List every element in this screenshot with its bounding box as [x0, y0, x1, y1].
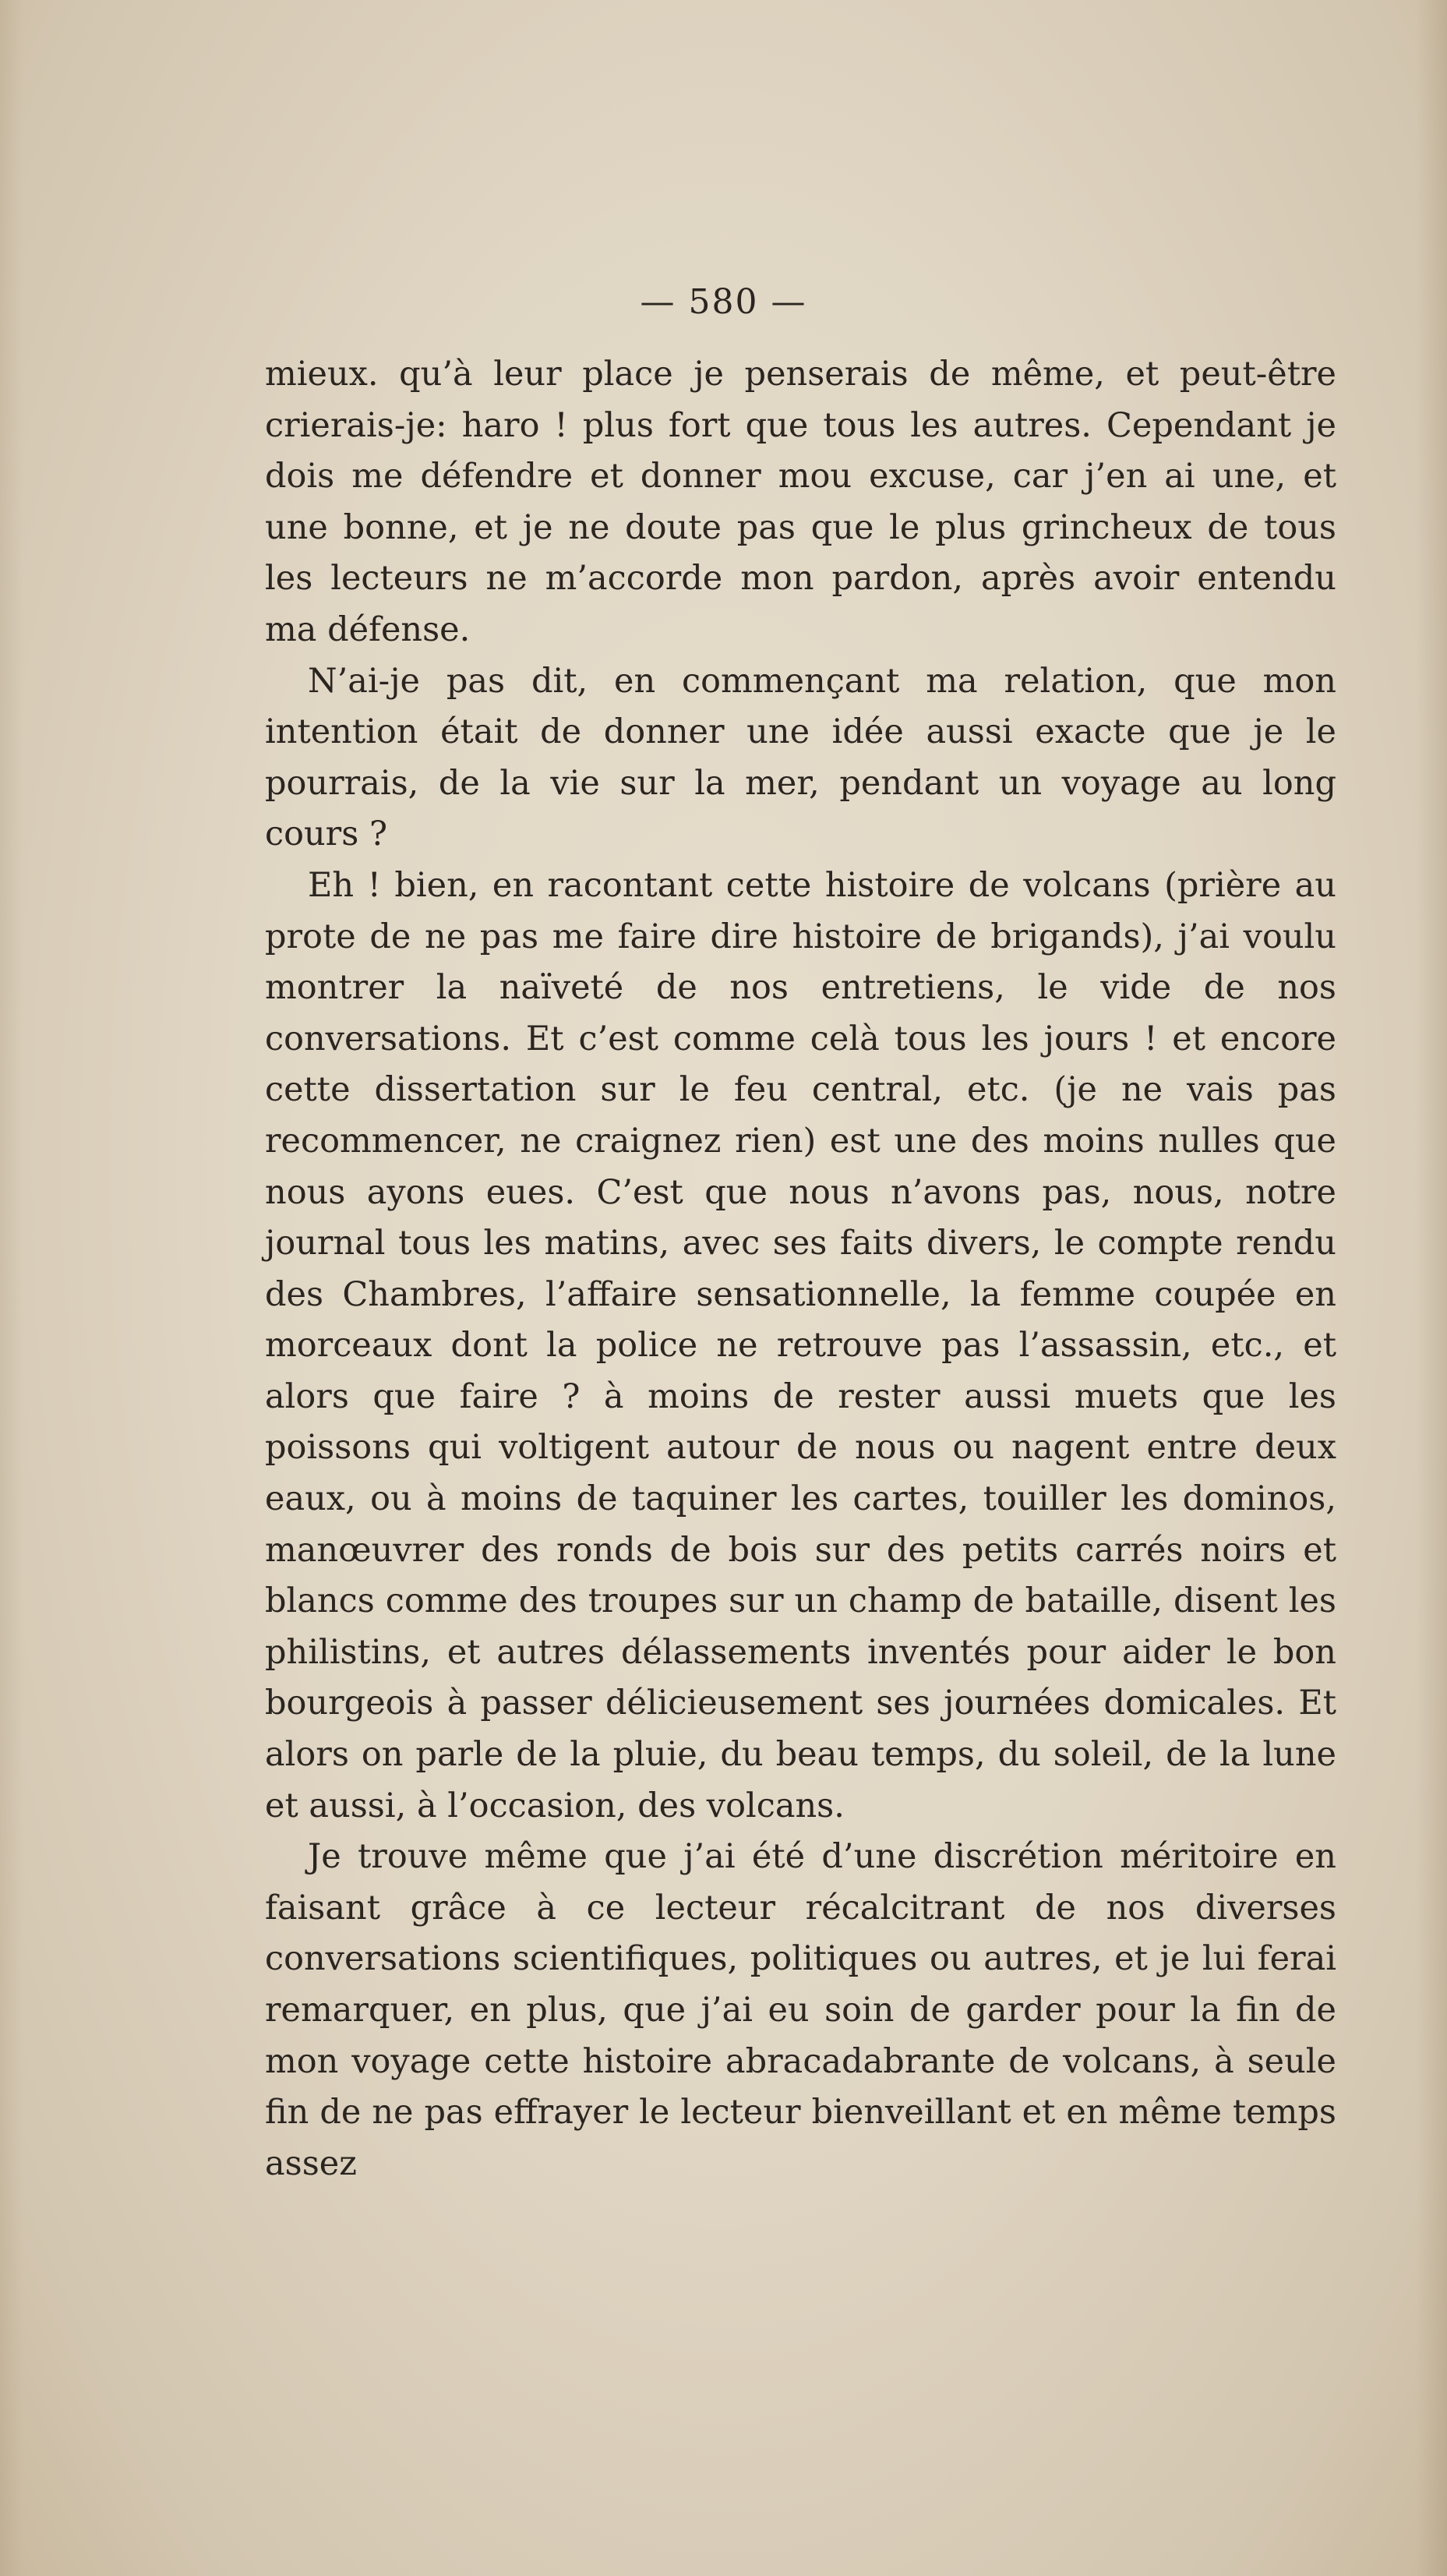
page-number: — 580 —: [640, 282, 807, 322]
page-edge-shadow-left: [0, 0, 23, 2576]
paragraph-1: mieux. qu’à leur place je penserais de même, et peut-être crierais-je: haro ! plus fort que tous les autres. Cependant je dois me défendre et donner mou excuse, car j’en ai une, et une bonne, et je ne doute pas que le plus grincheux de tous les lecteurs ne m’accorde mon pardon, après avoir entendu ma défense.: [265, 355, 1336, 649]
body-text: [265, 349, 1336, 2189]
page-edge-shadow-right: [1416, 0, 1447, 2576]
paragraph-3: Eh ! bien, en racontant cette histoire de volcans (prière au prote de ne pas me faire dire histoire de brigands), j’ai voulu montrer la naïveté de nos entretiens, le vide de nos conversations. Et c’est comme celà tous les jours ! et encore cette dissertation sur le feu central, etc. (je ne vais pas recommencer, ne craignez rien) est une des moins nulles que nous ayons eues. C’est que nous n’avons pas, nous, notre journal tous les matins, avec ses faits divers, le compte rendu des Chambres, l’affaire sensationnelle, la femme coupée en morceaux dont la police ne retrouve pas l’assassin, etc., et alors que faire ? à moins de rester aussi muets que les poissons qui voltigent autour de nous ou nagent entre deux eaux, ou à moins de taquiner les cartes, touiller les dominos, manœuvrer des ronds de bois sur des petits carrés noirs et blancs comme des troupes sur un champ de bataille, disent les philistins, et autres délassements inventés pour aider le bon bourgeois à passer délicieusement ses journées domicales. Et alors on parle de la pluie, du beau temps, du soleil, de la lune et aussi, à l’occasion, des volcans.: [265, 865, 1336, 1825]
paragraph-4: Je trouve même que j’ai été d’une discrétion méritoire en faisant grâce à ce lecteur récalcitrant de nos diverses conversations scientifiques, politiques ou autres, et je lui ferai remarquer, en plus, que j’ai eu soin de garder pour la fin de mon voyage cette histoire abracadabrante de volcans, à seule fin de ne pas effrayer le lecteur bienveillant et en même temps assez: [265, 1837, 1336, 2183]
paragraph-2: N’ai-je pas dit, en commençant ma relation, que mon intention était de donner une idée aussi exacte que je le pourrais, de la vie sur la mer, pendant un voyage au long cours ?: [265, 661, 1336, 854]
